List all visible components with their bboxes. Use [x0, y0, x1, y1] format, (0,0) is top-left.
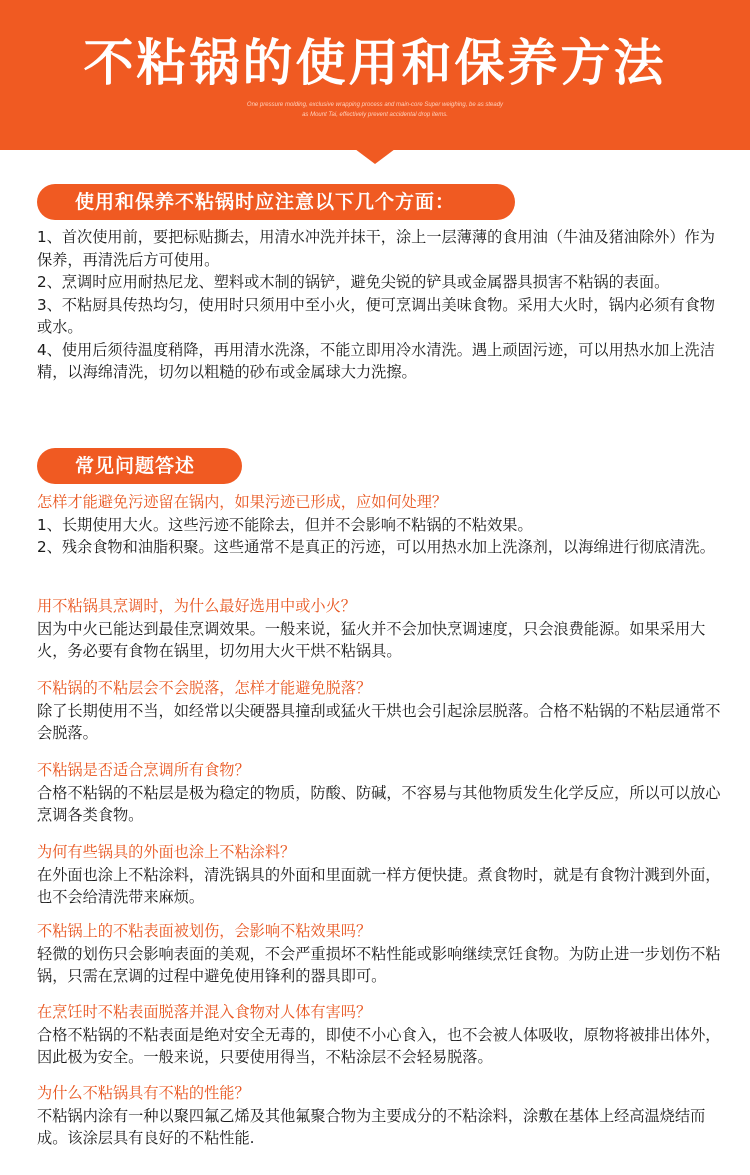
- page-title: 不粘锅的使用和保养方法: [83, 34, 667, 92]
- faq-5: [37, 841, 727, 909]
- faq-answer: 不粘锅内涂有一种以聚四氟乙烯及其他氟聚合物为主要成分的不粘涂料，涂敷在基体上经高温烧结而成。该涂层具有良好的不粘性能.: [37, 1106, 706, 1147]
- usage-care-list: [37, 226, 727, 384]
- usage-item-2: 2、烹调时应用耐热尼龙、塑料或木制的锅铲，避免尖锐的铲具或金属器具损害不粘锅的表面。: [37, 273, 670, 291]
- faq-question: 为何有些锅具的外面也涂上不粘涂料？: [37, 843, 296, 861]
- faq-7: [37, 1001, 727, 1069]
- faq-question: 不粘锅是否适合烹调所有食物？: [37, 761, 250, 779]
- banner-subtitle-line-2: as Mount Tai, effectively prevent accidental drop items.: [302, 112, 448, 118]
- faq-question: 在烹饪时不粘表面脱落并混入食物对人体有害吗？: [37, 1003, 372, 1021]
- banner-subtitle: [0, 100, 750, 120]
- faq-answer: 1、长期使用大火。这些污迹不能除去，但并不会影响不粘锅的不粘效果。: [37, 515, 533, 534]
- faq-answer: 因为中火已能达到最佳烹调效果。一般来说，猛火并不会加快烹调速度，只会浪费能源。如果采用大火，务必要有食物在锅里，切勿用大火干烘不粘锅具。: [37, 619, 706, 660]
- usage-item-4: 4、使用后须待温度稍降，再用清水洗涤，不能立即用冷水清洗。遇上顽固污迹，可以用热水加上洗洁精，以海绵清洗，切勿以粗糙的砂布或金属球大力洗擦。: [37, 340, 715, 381]
- banner-notch: [355, 149, 395, 164]
- section-heading-usage-care: 使用和保养不粘锅时应注意以下几个方面：: [37, 184, 515, 220]
- faq-6: [37, 920, 727, 988]
- faq-question: 不粘锅上的不粘表面被划伤，会影响不粘效果吗？: [37, 922, 372, 940]
- faq-answer: 除了长期使用不当，如经常以尖硬器具撞刮或猛火干烘也会引起涂层脱落。合格不粘锅的不粘层通常不会脱落。: [37, 701, 721, 742]
- faq-answer: 2、残余食物和油脂积聚。这些通常不是真正的污迹，可以用热水加上洗涤剂，以海绵进行彻底清洗。: [37, 538, 715, 556]
- faq-question: 怎样才能避免污迹留在锅内，如果污迹已形成，应如何处理？: [37, 493, 448, 511]
- faq-question: 用不粘锅具烹调时，为什么最好选用中或小火？: [37, 597, 356, 615]
- faq-1: [37, 491, 727, 559]
- faq-answer: 合格不粘锅的不粘表面是绝对安全无毒的，即使不小心食入，也不会被人体吸收，原物将被排出体外，因此极为安全。一般来说，只要使用得当，不粘涂层不会轻易脱落。: [37, 1025, 721, 1066]
- faq-question: 不粘锅的不粘层会不会脱落，怎样才能避免脱落？: [37, 679, 372, 697]
- faq-answer: 合格不粘锅的不粘层是极为稳定的物质，防酸、防碱，不容易与其他物质发生化学反应，所以可以放心烹调各类食物。: [37, 783, 721, 824]
- faq-answer: 在外面也涂上不粘涂料，清洗锅具的外面和里面就一样方便快捷。煮食物时，就是有食物汁溅到外面，也不会给清洗带来麻烦。: [37, 865, 721, 906]
- faq-question: 为什么不粘锅具有不粘的性能？: [37, 1084, 250, 1102]
- faq-answer: 轻微的划伤只会影响表面的美观，不会严重损坏不粘性能或影响继续烹饪食物。为防止进一步划伤不粘锅，只需在烹调的过程中避免使用锋利的器具即可。: [37, 944, 721, 985]
- usage-item-3: 3、不粘厨具传热均匀，使用时只须用中至小火，便可烹调出美味食物。采用大火时，锅内必须有食物或水。: [37, 295, 715, 336]
- faq-3: [37, 677, 727, 745]
- title-banner: [0, 0, 750, 150]
- section-heading-faq: 常见问题答述: [37, 448, 242, 484]
- usage-item-1: 1、首次使用前，要把标贴撕去，用清水冲洗并抹干，涂上一层薄薄的食用油（牛油及猪油除外）作为保养，再清洗后方可使用。: [37, 228, 715, 269]
- banner-subtitle-line-1: One pressure molding, exclusive wrapping process and main-core Super weighing, be as steady: [246, 102, 504, 108]
- faq-4: [37, 759, 727, 827]
- faq-2: [37, 595, 727, 663]
- faq-8: [37, 1082, 727, 1150]
